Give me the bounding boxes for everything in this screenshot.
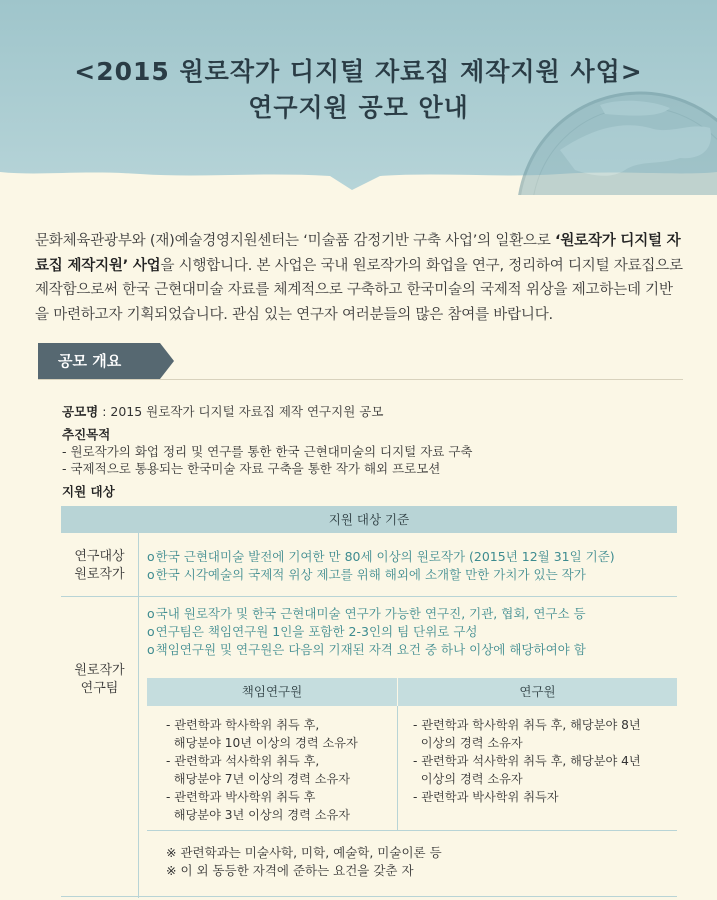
criteria-item <box>147 605 586 623</box>
criteria-item <box>147 548 615 566</box>
contest-name-label: 공모명 <box>62 404 99 419</box>
criteria-text: 한국 시각예술의 국제적 위상 제고를 위해 해외에 소개할 만한 가치가 있는 작가 <box>155 567 586 582</box>
lead-qualification-line: 해당분야 3년 이상의 경력 소유자 <box>166 808 351 822</box>
lead-qualification-line: 해당분야 10년 이상의 경력 소유자 <box>166 736 358 750</box>
researcher-qualification-line: - 관련학과 박사학위 취득자 <box>413 790 559 804</box>
criteria-item <box>147 566 586 584</box>
purpose-item: - 원로작가의 화업 정리 및 연구를 통한 한국 근현대미술의 디지털 자료 구축 <box>62 444 473 459</box>
page-title-line1: <2015 원로작가 디지털 자료집 제작지원 사업> <box>74 57 643 86</box>
lead-qualification-line: - 관련학과 학사학위 취득 후, <box>166 718 320 732</box>
contest-name-value: : 2015 원로작가 디지털 자료집 제작 연구지원 공모 <box>98 404 384 419</box>
page-title-line2: 연구지원 공모 안내 <box>248 93 469 122</box>
header-banner <box>0 0 717 195</box>
circle-bullet-icon: o <box>147 567 155 582</box>
criteria-text: 연구팀은 책임연구원 1인을 포함한 2-3인의 팀 단위로 구성 <box>155 624 478 639</box>
circle-bullet-icon: o <box>147 642 155 657</box>
target-label: 지원 대상 <box>62 484 115 499</box>
researcher-qualification-line: - 관련학과 학사학위 취득 후, 해당분야 8년 <box>413 718 641 732</box>
researcher-qualification-line: 이상의 경력 소유자 <box>413 736 523 750</box>
criteria-text: 국내 원로작가 및 한국 근현대미술 연구가 가능한 연구진, 기관, 협회, 연구소 등 <box>155 606 586 621</box>
criteria-text: 책임연구원 및 연구원은 다음의 기재된 자격 요건 중 하나 이상에 해당하여야 함 <box>155 642 586 657</box>
row-label-research-team <box>61 662 138 698</box>
subtable-bottom-border <box>147 830 677 831</box>
contest-name <box>62 402 383 420</box>
intro-bold: ‘원로작가 디지털 자료집 제작지원’ 사업 <box>35 233 681 274</box>
criteria-item <box>147 623 478 641</box>
table-row-divider <box>61 596 677 597</box>
circle-bullet-icon: o <box>147 549 155 564</box>
intro-text-2: 을 시행합니다. 본 사업은 국내 원로작가의 화업을 연구, 정리하여 디지털 자료집으로 제작함으로써 한국 근현대미술 자료를 체계적으로 구축하고 한국미술의 국제적 위상을 제고하는데 기반을 마련하고자 기획되었습니다. 관심 있는 연구자 여러분들의 많은 참여를 바랍니다. <box>35 257 683 323</box>
criteria-text: 한국 근현대미술 발전에 기여한 만 80세 이상의 원로작가 (2015년 12월 31일 기준) <box>155 549 615 564</box>
intro-text-1: 문화체육관광부와 (재)예술경영지원센터는 ‘미술품 감정기반 구축 사업’의 일환으로 <box>35 233 556 249</box>
row-label-subject-artist <box>61 548 138 584</box>
section-tab-overview: 공모 개요 <box>38 343 160 379</box>
circle-bullet-icon: o <box>147 624 155 639</box>
lead-qualification-line: - 관련학과 박사학위 취득 후 <box>166 790 316 804</box>
lead-qualification-line: - 관련학과 석사학위 취득 후, <box>166 754 320 768</box>
circle-bullet-icon: o <box>147 606 155 621</box>
subheader-researcher: 연구원 <box>398 678 677 706</box>
purpose-label: 추진목적 <box>62 427 111 442</box>
note-line: ※ 관련학과는 미술사학, 미학, 예술학, 미술이론 등 <box>166 845 442 860</box>
table-bottom-border <box>61 896 677 897</box>
purpose-item: - 국제적으로 통용되는 한국미술 자료 구축을 통한 작가 해외 프로모션 <box>62 461 441 476</box>
criteria-item <box>147 641 586 659</box>
section-divider <box>38 379 683 380</box>
researcher-qualification-line: 이상의 경력 소유자 <box>413 772 523 786</box>
lead-qualification-line: 해당분야 7년 이상의 경력 소유자 <box>166 772 351 786</box>
table-column-divider <box>138 533 139 898</box>
row-label-line: 원로작가 <box>74 567 125 582</box>
researcher-qualification-line: - 관련학과 석사학위 취득 후, 해당분야 4년 <box>413 754 641 768</box>
row-label-line: 연구팀 <box>80 681 119 696</box>
subtable-divider <box>397 706 398 830</box>
row-label-line: 원로작가 <box>74 663 125 678</box>
row-label-line: 연구대상 <box>74 549 125 564</box>
table-header: 지원 대상 기준 <box>61 506 677 533</box>
note-line: ※ 이 외 동등한 자격에 준하는 요건을 갖춘 자 <box>166 863 414 878</box>
subheader-lead-researcher: 책임연구원 <box>147 678 397 706</box>
intro-paragraph <box>35 229 685 327</box>
